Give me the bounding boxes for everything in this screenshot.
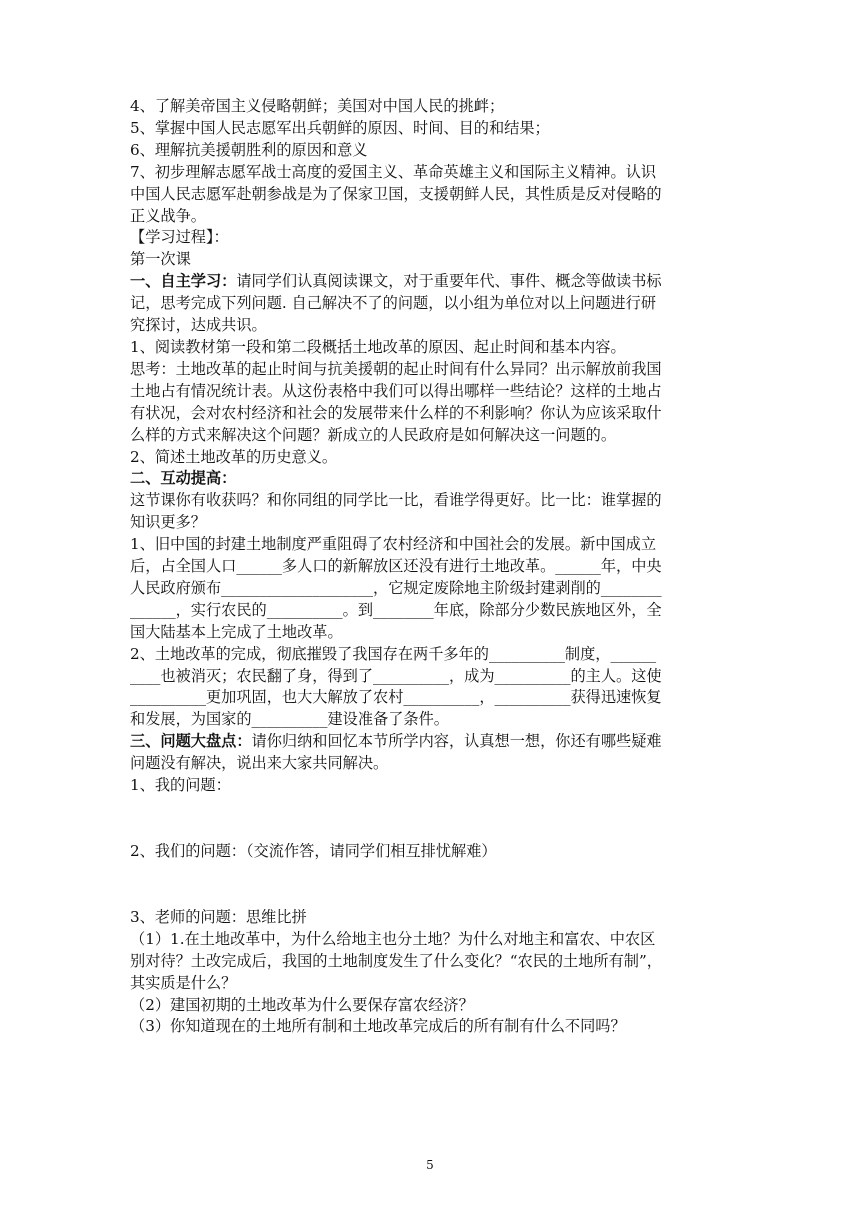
text-line: 别对待？土改完成后，我国的土地制度发生了什么变化？“农民的土地所有制”， <box>130 951 662 970</box>
text-line: 这节课你有收获吗？和你同组的同学比一比，看谁学得更好。比一比：谁掌握的 <box>130 491 662 510</box>
text-line: 么样的方式来解决这个问题？新成立的人民政府是如何解决这一问题的。 <box>130 425 616 444</box>
document-body <box>130 96 734 1038</box>
text-line: 中国人民志愿军赴朝参战是为了保家卫国，支援朝鲜人民，其性质是反对侵略的 <box>130 184 662 203</box>
section-1-first-line <box>130 271 734 293</box>
text-line: 问题没有解决，说出来大家共同解决。 <box>130 754 389 773</box>
text-line: ____也被消灭；农民翻了身，得到了__________，成为__________的主人。这使 <box>130 666 662 685</box>
question-my: 1、我的问题： <box>130 776 231 795</box>
text-line: （2）建国初期的土地改革为什么要保存富农经济？ <box>130 995 474 1014</box>
text-line: 4、了解美帝国主义侵略朝鲜；美国对中国人民的挑衅； <box>130 97 505 115</box>
text-line: 国大陆基本上完成了土地改革。 <box>130 622 343 641</box>
section-3-first-line <box>130 731 734 753</box>
text-line: __________更加巩固，也大大解放了农村__________，__________获得迅速恢复 <box>130 688 662 707</box>
text-line: 1、旧中国的封建土地制度严重阻碍了农村经济和中国社会的发展。新中国成立 <box>130 535 657 554</box>
text-line: 土地占有情况统计表。从这份表格中我们可以得出哪样一些结论？这样的土地占 <box>130 381 662 400</box>
section-3-heading: 三、问题大盘点： <box>130 732 252 751</box>
text-line: 请同学们认真阅读课文，对于重要年代、事件、概念等做读书标 <box>236 272 662 291</box>
answer-space <box>130 863 734 907</box>
text-line: 请你归纳和回忆本节所学内容，认真想一想，你还有哪些疑难 <box>251 732 662 751</box>
question-ours: 2、我们的问题：（交流作答，请同学们相互排忧解难） <box>130 842 497 860</box>
text-line: 知识更多？ <box>130 513 206 532</box>
text-line: （3）你知道现在的土地所有制和土地改革完成后的所有制有什么不同吗？ <box>130 1017 626 1036</box>
text-line: ______，实行农民的__________。到________年底，除部分少数民族地区外，全 <box>130 600 662 619</box>
text-line: 2、土地改革的完成，彻底摧毁了我国存在两千多年的__________制度，______ <box>130 644 657 663</box>
text-line: 其实质是什么？ <box>130 973 237 992</box>
text-line: 5、掌握中国人民志愿军出兵朝鲜的原因、时间、目的和结果； <box>130 118 550 137</box>
page-number: 5 <box>426 1158 434 1172</box>
text-line: 有状况，会对农村经济和社会的发展带来什么样的不利影响？你认为应该采取什 <box>130 403 662 422</box>
section-1-heading: 一、自主学习： <box>130 272 237 291</box>
text-line: 和发展，为国家的__________建设准备了条件。 <box>130 710 449 729</box>
text-line: 人民政府颁布____________________，它规定废除地主阶级封建剥削的________ <box>130 578 662 597</box>
text-line: 后，占全国人口______多人口的新解放区还没有进行土地改革。______年，中央 <box>130 557 662 576</box>
text-line: （1）1.在土地改革中，为什么给地主也分土地？为什么对地主和富农、中农区 <box>130 929 656 948</box>
section-label: 【学习过程】： <box>130 228 229 247</box>
text-line: 记，思考完成下列问题. 自己解决不了的问题，以小组为单位对以上问题进行研 <box>130 294 657 313</box>
lesson-label: 第一次课 <box>130 250 191 269</box>
text-line: 究探讨，达成共识。 <box>130 316 267 335</box>
text-line: 2、简述土地改革的历史意义。 <box>130 447 338 466</box>
question-teacher: 3、老师的问题：思维比拼 <box>130 907 307 926</box>
section-2-heading <box>130 468 734 490</box>
section-2-heading-text: 二、互动提高： <box>130 469 237 488</box>
text-line: 正义战争。 <box>130 206 206 225</box>
answer-space <box>130 797 734 841</box>
text-line: 1、阅读教材第一段和第二段概括土地改革的原因、起止时间和基本内容。 <box>130 337 626 356</box>
text-line: 7、初步理解志愿军战士高度的爱国主义、革命英雄主义和国际主义精神。认识 <box>130 162 657 181</box>
text-line: 6、理解抗美援朝胜利的原因和意义 <box>130 140 368 159</box>
text-line: 思考：土地改革的起止时间与抗美援朝的起止时间有什么异同？出示解放前我国 <box>130 359 662 378</box>
